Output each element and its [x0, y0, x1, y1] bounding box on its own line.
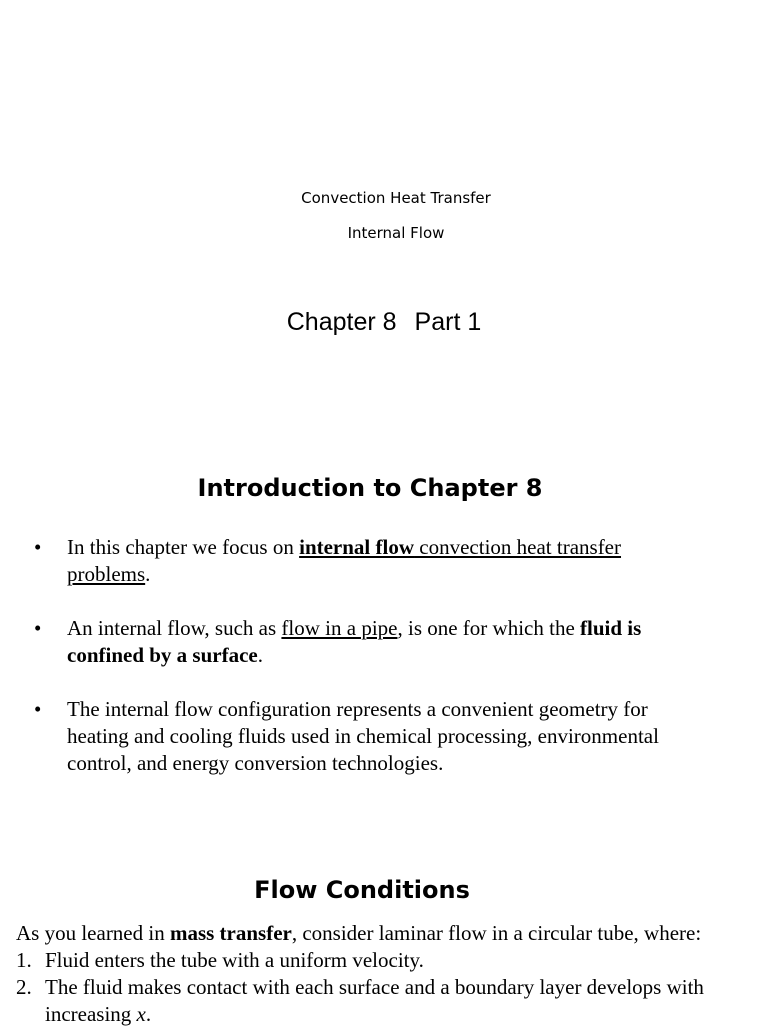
bullet-text: , is one for which the — [397, 616, 581, 640]
bullet-icon: • — [34, 697, 42, 721]
bullet-text: . — [257, 643, 263, 667]
item-text: The fluid makes contact with each surface and a boundary layer develops with increasing — [45, 975, 704, 1026]
bullet-item — [0, 696, 707, 777]
bullet-text: In this chapter we focus on — [67, 535, 300, 559]
chapter-title — [0, 308, 768, 337]
title-line-internal-flow: Internal Flow — [347, 224, 445, 242]
bullet-item — [0, 534, 707, 588]
bullet-icon: • — [34, 616, 42, 640]
part-label: Part 1 — [414, 308, 482, 336]
bullet-emphasis: internal flow — [299, 535, 415, 559]
bullet-text: . — [145, 562, 151, 586]
flow-conditions-heading: Flow Conditions — [254, 876, 470, 904]
title-line-convection: Convection Heat Transfer — [301, 189, 491, 207]
numbered-item: 2. The fluid makes contact with each surface and a boundary layer develops with increasing x. — [16, 975, 704, 1026]
variable-x: x — [136, 1002, 146, 1026]
item-number: 2. — [16, 975, 32, 999]
item-number: 1. — [16, 948, 32, 972]
flow-conditions-body — [16, 920, 756, 1028]
bullet-underline: flow in a pipe — [281, 616, 398, 640]
item-text: Fluid enters the tube with a uniform velocity. — [45, 948, 424, 972]
chapter-label: Chapter 8 — [286, 308, 397, 336]
bullet-item — [0, 615, 707, 669]
flow-intro: As you learned in mass transfer, consider laminar flow in a circular tube, where: — [16, 921, 702, 945]
flow-conditions-list — [16, 947, 756, 1028]
numbered-item — [16, 947, 756, 974]
bullet-text: An internal flow, such as — [67, 616, 282, 640]
bullet-text: The internal flow configuration represents a convenient geometry for heating and cooling fluids used in chemical processing, environmental control, and energy conversion technologies. — [67, 697, 659, 775]
intro-bullet-list — [0, 534, 768, 804]
bullet-icon: • — [34, 535, 42, 559]
bullet-emphasis: fluid is confined by a surface — [67, 616, 642, 667]
bullet-underline: convection heat transfer problems — [67, 535, 622, 586]
intro-heading: Introduction to Chapter 8 — [197, 474, 543, 502]
mass-transfer-emphasis: mass transfer — [169, 921, 292, 945]
